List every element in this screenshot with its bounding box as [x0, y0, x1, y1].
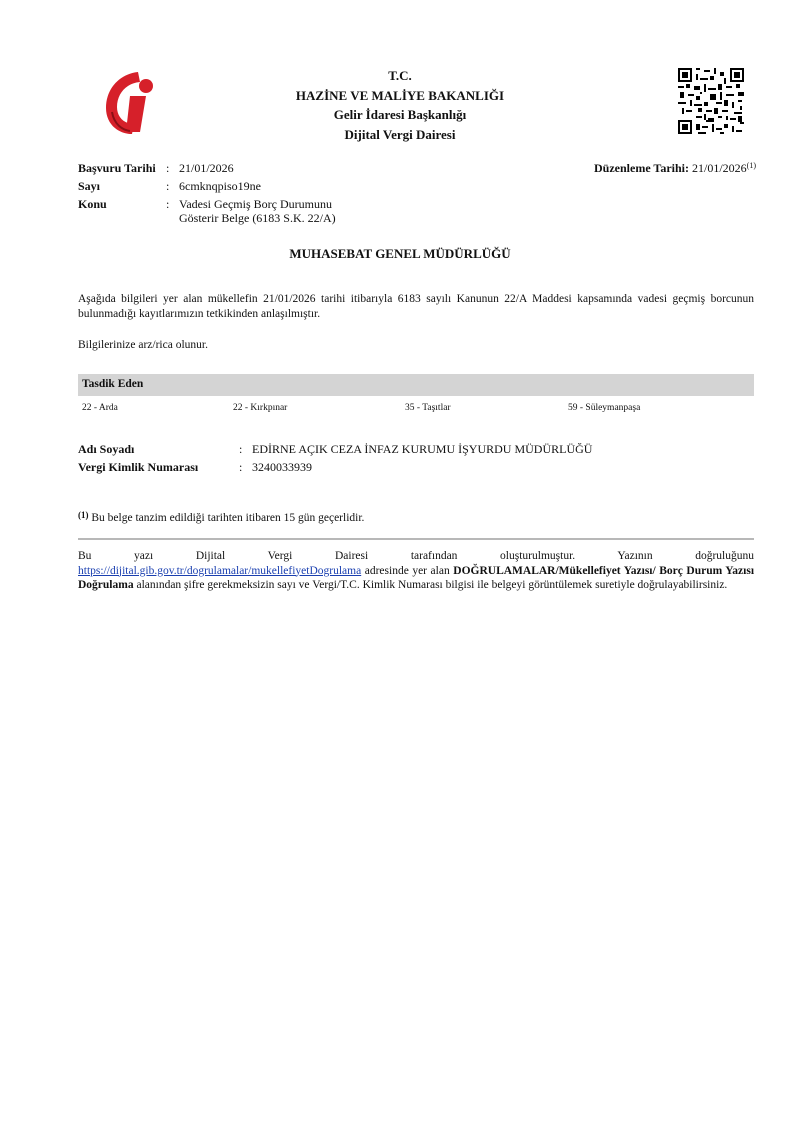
konu-label: Konu	[78, 197, 107, 211]
name-label: Adı Soyadı	[78, 442, 135, 456]
gib-logo-icon	[100, 66, 156, 138]
tasdik-header-bar	[78, 374, 754, 396]
name-value: EDİRNE AÇIK CEZA İNFAZ KURUMU İŞYURDU MÜDÜRLÜĞÜ	[252, 442, 593, 456]
sayi-value: 6cmknqpiso19ne	[179, 179, 261, 193]
konu-value	[179, 197, 336, 225]
footer-bold-path: DOĞRULAMALAR/Mükellefiyet Yazısı/ Borç Durum Yazısı Doğrulama	[78, 564, 755, 591]
qr-code-icon	[678, 68, 744, 134]
header-office: Dijital Vergi Dairesi	[344, 126, 456, 142]
basvuru-colon: :	[166, 161, 170, 175]
tasdik-title: Tasdik Eden	[82, 378, 144, 390]
footer-text-b: adresinde yer alan	[364, 564, 450, 577]
section-title: MUHASEBAT GENEL MÜDÜRLÜĞÜ	[289, 246, 511, 261]
tasdik-office: 35 - Taşıtlar	[405, 403, 451, 413]
konu-value-line1: Vadesi Geçmiş Borç Durumunu	[179, 197, 332, 211]
basvuru-label: Başvuru Tarihi	[78, 161, 156, 175]
vkn-colon: :	[239, 460, 243, 474]
konu-colon: :	[166, 197, 170, 211]
verification-link[interactable]: https://dijital.gib.gov.tr/dogrulamalar/mukellefiyetDogrulama	[78, 564, 362, 577]
vkn-value: 3240033939	[252, 460, 312, 474]
closing-paragraph: Bilgilerinize arz/rica olunur.	[78, 339, 208, 351]
duzenleme-tarihi	[594, 161, 756, 176]
sayi-colon: :	[166, 179, 170, 193]
divider	[78, 538, 754, 540]
tasdik-office: 59 - Süleymanpaşa	[568, 403, 641, 413]
note-marker: (1)	[78, 510, 89, 520]
vkn-label: Vergi Kimlik Numarası	[78, 460, 199, 474]
konu-value-line2: Gösterir Belge (6183 S.K. 22/A)	[179, 211, 336, 225]
duzenleme-value: 21/01/2026	[692, 161, 747, 175]
duzenleme-footnote-marker: (1)	[746, 161, 756, 170]
document-header	[200, 66, 600, 144]
note-text: Bu belge tanzim edildiği tarihten itibaren 15 gün geçerlidir.	[91, 512, 365, 524]
footer-text-c: alanından şifre gerekmeksizin sayı ve Vergi/T.C. Kimlik Numarası bilgisi ile belgeyi görüntülemek suretiyle doğrulayabilirsiniz.	[136, 579, 728, 591]
validity-note	[78, 510, 364, 524]
tasdik-office: 22 - Kırkpınar	[233, 403, 288, 413]
header-ministry: HAZİNE VE MALİYE BAKANLIĞI	[295, 87, 505, 103]
verification-footer	[78, 549, 754, 593]
name-colon: :	[239, 442, 243, 456]
footer-text-a: Bu yazı Dijital Vergi Dairesi tarafından oluşturulmuştur. Yazının doğruluğunu	[78, 550, 754, 562]
duzenleme-label: Düzenleme Tarihi:	[594, 161, 689, 175]
tasdik-office: 22 - Arda	[82, 403, 118, 413]
sayi-label: Sayı	[78, 179, 101, 193]
basvuru-value: 21/01/2026	[179, 161, 234, 175]
header-tc: T.C.	[388, 68, 412, 83]
header-department: Gelir İdaresi Başkanlığı	[333, 107, 467, 122]
body-paragraph: Aşağıda bilgileri yer alan mükellefin 21/01/2026 tarihi itibarıyla 6183 sayılı Kanunun 22/A Maddesi kapsamında vadesi geçmiş borcunun bulunmadığı kayıtlarımızın tetkikinden anlaşılmıştır.	[78, 293, 754, 320]
